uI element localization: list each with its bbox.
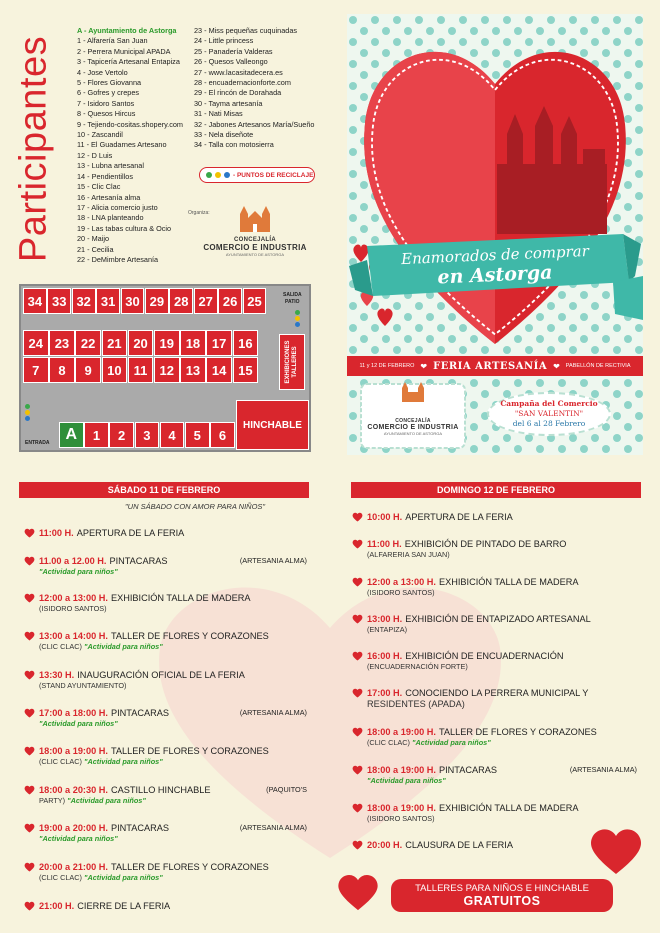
- participants-list-2: [194, 26, 314, 151]
- stall-29: 29: [145, 288, 169, 314]
- event-item: [367, 803, 637, 823]
- event-detail: (ISIDORO SANTOS): [367, 814, 435, 823]
- event-time: 20:00 a 21:00 H.: [39, 862, 108, 872]
- heart-icon: [352, 512, 363, 524]
- heart-icon: [24, 631, 35, 643]
- participant-item: 2 - Perrera Municipal APADA: [77, 46, 171, 56]
- heart-icon: ❤: [420, 361, 428, 371]
- recycle-dot-yellow: [215, 172, 221, 178]
- recycle-dot-blue: [224, 172, 230, 178]
- event-time: 12:00 a 13:00 H.: [367, 577, 436, 587]
- event-title: PINTACARAS: [110, 823, 169, 833]
- event-item: [367, 727, 637, 747]
- event-time: 13:00 H.: [367, 614, 403, 624]
- participant-item: 3 - Tapicería Artesanal Entapiza: [77, 57, 180, 67]
- feria-venue: PABELLÓN DE RECTIVIA: [565, 363, 631, 369]
- event-time: 18:00 a 19:00 H.: [367, 803, 436, 813]
- event-time: 17:00 a 18:00 H.: [39, 708, 108, 718]
- stall-7: 7: [23, 357, 49, 383]
- participant-item: 22 - DeMimbre Artesanía: [77, 254, 159, 264]
- event-title: EXHIBICIÓN TALLA DE MADERA: [110, 593, 251, 603]
- participant-item: 20 - Maijo: [77, 234, 110, 244]
- participant-item: A - Ayuntamiento de Astorga: [77, 26, 177, 35]
- campaign-box: Campaña del Comercio "SAN VALENTIN" del 6 al 28 Febrero: [487, 392, 611, 436]
- participant-item: 15 - Clic Clac: [77, 182, 121, 192]
- event-item: [39, 670, 307, 690]
- participant-item: 30 - Tayma artesanía: [194, 98, 263, 108]
- sunday-header: DOMINGO 12 DE FEBRERO: [351, 482, 641, 498]
- recycling-legend: [199, 167, 315, 183]
- event-item: [39, 708, 307, 728]
- event-item: [39, 746, 307, 766]
- stall-17: 17: [206, 330, 232, 356]
- event-time: 11:00 H.: [39, 528, 74, 538]
- event-item: [367, 539, 637, 559]
- recycle-label: - PUNTOS DE RECICLAJE: [233, 171, 314, 179]
- participant-item: 26 - Quesos Valleongo: [194, 57, 268, 67]
- salida-label: SALIDA: [283, 292, 302, 298]
- recycle-dot-green: [206, 172, 212, 178]
- event-detail: (CLIC CLAC): [367, 738, 410, 747]
- stall-8: 8: [49, 357, 75, 383]
- event-detail: (CLIC CLAC): [39, 873, 82, 882]
- event-detail: (CLIC CLAC): [39, 642, 82, 651]
- event-time: 11.00 a 12.00 H.: [39, 556, 107, 566]
- event-time: 19:00 a 20:00 H.: [39, 823, 108, 833]
- stall-13: 13: [180, 357, 206, 383]
- heart-icon: [24, 785, 35, 797]
- stall-22: 22: [75, 330, 101, 356]
- participant-item: 24 - Little princess: [194, 36, 254, 46]
- event-item: [39, 631, 307, 651]
- event-title: EXHIBICIÓN DE ENCUADERNACIÓN: [405, 651, 564, 661]
- feria-bar: [347, 356, 643, 376]
- participant-item: 4 - Jose Vertolo: [77, 67, 128, 77]
- participant-item: 8 - Quesos Hircus: [77, 109, 136, 119]
- poster-logo: CONCEJALÍA COMERCIO E INDUSTRIA AYUNTAMIENTO DE ASTORGA: [367, 418, 459, 436]
- event-time: 21:00 H.: [39, 901, 75, 911]
- event-item: [367, 840, 637, 850]
- event-item: [39, 528, 307, 538]
- event-detail: (CLIC CLAC): [39, 757, 82, 766]
- heart-icon: [24, 556, 35, 568]
- recycle-point: [295, 322, 300, 327]
- event-time: 13:00 a 14:00 H.: [39, 631, 108, 641]
- organiza-label: Organiza:: [188, 210, 210, 216]
- participants-list-1: [77, 26, 183, 265]
- hinchable-area: HINCHABLE: [236, 400, 309, 450]
- exhibiciones-label: EXHIBICIONES TALLERES: [285, 340, 298, 384]
- event-time: 11:00 H.: [367, 539, 402, 549]
- event-title: APERTURA DE LA FERIA: [405, 512, 513, 522]
- event-organizer: (PAQUITO'S: [266, 785, 307, 794]
- event-title: PINTACARAS: [110, 708, 169, 718]
- event-title: INAUGURACIÓN OFICIAL DE LA FERIA: [77, 670, 245, 680]
- participant-item: 27 - www.lacasitadecera.es: [194, 67, 283, 77]
- event-item: [367, 577, 637, 597]
- participant-item: 23 - Miss pequeñas cuquinadas: [194, 26, 298, 35]
- saturday-subtitle: "UN SÁBADO CON AMOR PARA NIÑOS": [125, 502, 266, 511]
- participant-item: 28 - encuadernacionforte.com: [194, 78, 291, 88]
- participant-item: 17 - Alicia comercio justo: [77, 202, 158, 212]
- event-title: EXHIBICIÓN DE ENTAPIZADO ARTESANAL: [405, 614, 591, 624]
- heart-icon: [352, 651, 363, 663]
- event-item: [39, 862, 307, 882]
- event-item: [39, 556, 307, 576]
- stall-23: 23: [49, 330, 75, 356]
- poster: [347, 14, 643, 455]
- participant-item: 29 - El rincón de Dorahada: [194, 88, 282, 98]
- stall-27: 27: [194, 288, 218, 314]
- event-title: TALLER DE FLORES Y CORAZONES: [110, 746, 269, 756]
- footer-banner: [391, 879, 613, 912]
- participant-item: 16 - Artesanía alma: [77, 192, 141, 202]
- event-title: TALLER DE FLORES Y CORAZONES: [110, 862, 269, 872]
- stall-33: 33: [47, 288, 71, 314]
- entrada-label: ENTRADA: [25, 440, 50, 446]
- stall-6: 6: [210, 422, 235, 448]
- decor-heart-small: [336, 872, 380, 912]
- footer-line-2: GRATUITOS: [463, 894, 541, 908]
- kids-activity-label: "Actividad para niños": [39, 567, 118, 576]
- event-organizer: (ARTESANIA ALMA): [239, 823, 307, 832]
- recycle-point: [295, 310, 300, 315]
- heart-icon: [352, 539, 363, 551]
- event-time: 18:00 a 20:30 H.: [39, 785, 108, 795]
- participant-item: 7 - Isidoro Santos: [77, 98, 135, 108]
- event-organizer: (ARTESANIA ALMA): [239, 708, 307, 717]
- event-time: 13:30 H.: [39, 670, 75, 680]
- stall-5: 5: [185, 422, 210, 448]
- event-item: [39, 823, 307, 843]
- recycle-point: [25, 410, 30, 415]
- event-time: 17:00 H.: [367, 688, 403, 698]
- heart-icon: [352, 840, 363, 852]
- heart-icon: [352, 577, 363, 589]
- event-title: CONOCIENDO LA PERRERA MUNICIPAL Y: [405, 688, 589, 698]
- event-time: 16:00 H.: [367, 651, 403, 661]
- event-item: [367, 765, 637, 785]
- stall-25: 25: [243, 288, 267, 314]
- heart-icon: [352, 688, 363, 700]
- banner-line-1: Enamorados de comprar: [400, 241, 590, 269]
- event-title: EXHIBICIÓN TALLA DE MADERA: [438, 803, 579, 813]
- stall-16: 16: [233, 330, 259, 356]
- heart-icon: [24, 593, 35, 605]
- stall-3: 3: [135, 422, 160, 448]
- stall-21: 21: [102, 330, 128, 356]
- event-item: [367, 512, 637, 522]
- event-time: 18:00 a 19:00 H.: [367, 765, 436, 775]
- participant-item: 1 - Alfarería San Juan: [77, 36, 148, 46]
- exhibiciones-area: [279, 334, 305, 390]
- event-detail: (ENTAPIZA): [367, 625, 407, 634]
- event-item: [39, 901, 307, 911]
- stall-19: 19: [154, 330, 180, 356]
- participants-title: Participantes: [12, 35, 55, 263]
- event-title: PINTACARAS: [438, 765, 497, 775]
- banner-line-2: en Astorga: [437, 261, 553, 289]
- feria-dates: 11 y 12 DE FEBRERO: [359, 363, 415, 369]
- event-time: 20:00 H.: [367, 840, 403, 850]
- participant-item: 21 - Cecilia: [77, 244, 114, 254]
- event-detail: RESIDENTES (APADA): [367, 699, 465, 709]
- recycle-point: [25, 416, 30, 421]
- heart-icon: [352, 614, 363, 626]
- heart-icon: [24, 901, 35, 913]
- event-item: [367, 688, 637, 709]
- heart-icon: [24, 746, 35, 758]
- participant-item: 31 - Nati Misas: [194, 109, 243, 119]
- stall-10: 10: [102, 357, 128, 383]
- event-title: CLAUSURA DE LA FERIA: [405, 840, 513, 850]
- participant-item: 12 - D Luis: [77, 150, 113, 160]
- event-organizer: (ARTESANIA ALMA): [239, 556, 307, 565]
- kids-activity-label: "Actividad para niños": [39, 834, 118, 843]
- cathedral-icon: [238, 204, 272, 232]
- stall-1: 1: [84, 422, 109, 448]
- recycle-point: [295, 316, 300, 321]
- participant-item: 19 - Las tabas cultura & Ocio: [77, 223, 172, 233]
- participant-item: 25 - Panadería Valderas: [194, 46, 273, 56]
- feria-title: FERIA ARTESANÍA: [433, 360, 548, 372]
- kids-activity-label: "Actividad para niños": [81, 757, 163, 766]
- event-title: CASTILLO HINCHABLE: [110, 785, 211, 795]
- event-title: EXHIBICIÓN DE PINTADO DE BARRO: [404, 539, 567, 549]
- participant-item: 10 - Zascandil: [77, 130, 123, 140]
- event-detail: (ISIDORO SANTOS): [39, 604, 107, 613]
- heart-icon: [24, 670, 35, 682]
- event-title: EXHIBICIÓN TALLA DE MADERA: [438, 577, 579, 587]
- participant-item: 33 - Nela diseñote: [194, 130, 254, 140]
- stall-24: 24: [23, 330, 49, 356]
- kids-activity-label: "Actividad para niños": [81, 642, 163, 651]
- participant-item: 18 - LNA planteando: [77, 213, 144, 223]
- event-time: 10:00 H.: [367, 512, 403, 522]
- decor-heart-large: [588, 826, 644, 876]
- event-time: 18:00 a 19:00 H.: [39, 746, 108, 756]
- participant-item: 13 - Lubna artesanal: [77, 161, 144, 171]
- event-item: [39, 593, 307, 613]
- participant-item: 6 - Gofres y crepes: [77, 88, 140, 98]
- recycle-point: [25, 404, 30, 409]
- kids-activity-label: "Actividad para niños": [65, 796, 146, 805]
- kids-activity-label: "Actividad para niños": [81, 873, 163, 882]
- event-detail: PARTY): [39, 796, 66, 805]
- heart-icon: ❤: [553, 361, 560, 371]
- stall-32: 32: [72, 288, 96, 314]
- heart-icon: [352, 727, 363, 739]
- floor-plan: [19, 284, 311, 452]
- stall-14: 14: [206, 357, 232, 383]
- saturday-header: SÁBADO 11 DE FEBRERO: [19, 482, 309, 498]
- event-item: [367, 651, 637, 671]
- kids-activity-label: "Actividad para niños": [367, 776, 446, 785]
- stall-34: 34: [23, 288, 47, 314]
- stall-28: 28: [169, 288, 193, 314]
- heart-icon: [24, 528, 35, 540]
- event-detail: (ALFARERIA SAN JUAN): [367, 550, 450, 559]
- participant-item: 11 - El Guadarnes Artesano: [77, 140, 167, 150]
- patio-label: PATIO: [285, 299, 300, 305]
- stall-15: 15: [233, 357, 259, 383]
- event-organizer: (ARTESANIA ALMA): [569, 765, 637, 774]
- event-time: 18:00 a 19:00 H.: [367, 727, 436, 737]
- heart-icon: [352, 803, 363, 815]
- stall-A: A: [59, 422, 84, 448]
- stall-20: 20: [128, 330, 154, 356]
- heart-icon: [24, 708, 35, 720]
- event-detail: (STAND AYUNTAMIENTO): [39, 681, 127, 690]
- kids-activity-label: "Actividad para niños": [409, 738, 491, 747]
- kids-activity-label: "Actividad para niños": [39, 719, 118, 728]
- event-title: TALLER DE FLORES Y CORAZONES: [110, 631, 269, 641]
- participant-item: 5 - Flores Giovanna: [77, 78, 142, 88]
- stall-26: 26: [218, 288, 242, 314]
- event-title: APERTURA DE LA FERIA: [76, 528, 185, 538]
- participant-item: 14 - Pendientillos: [77, 171, 133, 181]
- event-detail: (ENCUADERNACIÓN FORTE): [367, 662, 468, 671]
- participant-item: 9 - Tejiendo-cositas.shopery.com: [77, 119, 183, 129]
- stall-31: 31: [96, 288, 120, 314]
- stall-2: 2: [109, 422, 134, 448]
- event-title: TALLER DE FLORES Y CORAZONES: [438, 727, 597, 737]
- stall-30: 30: [121, 288, 145, 314]
- heart-icon: [24, 823, 35, 835]
- event-item: [367, 614, 637, 634]
- event-item: [39, 785, 307, 805]
- event-title: CIERRE DE LA FERIA: [77, 901, 171, 911]
- footer-line-1: TALLERES PARA NIÑOS E HINCHABLE: [415, 883, 589, 894]
- concejalia-logo: CONCEJALÍA COMERCIO E INDUSTRIA AYUNTAMIENTO DE ASTORGA: [200, 204, 310, 257]
- event-time: 12:00 a 13:00 H.: [39, 593, 108, 603]
- stall-4: 4: [160, 422, 185, 448]
- participant-item: 32 - Jabones Artesanos María/Sueño: [194, 119, 315, 129]
- stall-11: 11: [128, 357, 154, 383]
- stall-9: 9: [75, 357, 101, 383]
- event-detail: (ISIDORO SANTOS): [367, 588, 435, 597]
- poster-art: [347, 14, 643, 455]
- heart-icon: [24, 862, 35, 874]
- participant-item: 34 - Talla con motosierra: [194, 140, 274, 150]
- event-title: PINTACARAS: [109, 556, 168, 566]
- heart-icon: [352, 765, 363, 777]
- stall-12: 12: [154, 357, 180, 383]
- stall-18: 18: [180, 330, 206, 356]
